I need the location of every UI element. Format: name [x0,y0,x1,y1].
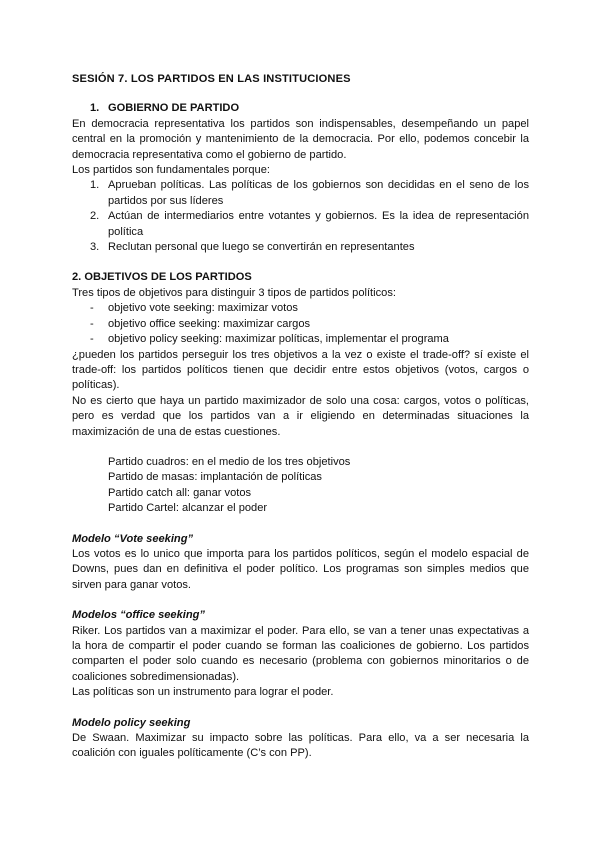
policy-seeking-heading: Modelo policy seeking [72,716,191,729]
section1-heading-text: GOBIERNO DE PARTIDO [108,102,240,115]
list-item [72,301,529,316]
list-item-text: objetivo office seeking: maximizar cargos [108,317,311,330]
list-item [72,332,529,347]
list-item-number: 3. [90,241,100,254]
maximizer-paragraph: No es cierto que haya un partido maximizador de solo una cosa: cargos, votos o políticas, pero es verdad que los partidos van a ir eligiendo en determinadas situaciones la maximización de una de estas cuestiones. [72,394,529,438]
dash-marker: - [90,302,94,315]
section1-intro: En democracia representativa los partidos son indispensables, desempeñando un papel central en la promoción y mantenimiento de la democracia. Por ello, podemos concebir la democracia representativa como el gobierno de partido. [72,117,529,161]
dash-marker: - [90,333,94,346]
section2-heading: 2. OBJETIVOS DE LOS PARTIDOS [72,271,252,284]
list-item-text: objetivo policy seeking: maximizar políticas, implementar el programa [108,333,449,346]
party-type-line: Partido catch all: ganar votos [108,486,252,499]
tradeoff-paragraph: ¿pueden los partidos perseguir los tres objetivos a la vez o existe el trade-off? sí existe el trade-off: los partidos políticos tienen que decidir entre estos objetivos (votos, cargos o políticas). [72,348,529,392]
section2-lead: Tres tipos de objetivos para distinguir 3 tipos de partidos políticos: [72,286,396,299]
section1-number: 1. [90,102,100,115]
party-types-block [72,455,529,517]
objectives-list [72,301,529,347]
list-item-text: Reclutan personal que luego se convertirán en representantes [108,241,415,254]
party-type-line: Partido Cartel: alcanzar el poder [108,502,268,515]
list-item-text: Aprueban políticas. Las políticas de los gobiernos son decididas en el seno de los partidos por sus líderes [108,179,529,207]
list-item-number: 1. [90,179,100,192]
list-item [72,317,529,332]
vote-seeking-heading: Modelo “Vote seeking” [72,532,194,545]
party-type-line: Partido de masas: implantación de políticas [108,471,322,484]
list-item-number: 2. [90,210,100,223]
policy-seeking-text: De Swaan. Maximizar su impacto sobre las políticas. Para ello, va a ser necesaria la coalición con iguales políticamente (C’s con PP). [72,732,529,760]
list-item-text: Actúan de intermediarios entre votantes y gobiernos. Es la idea de representación política [108,210,529,238]
list-item [72,240,529,255]
office-seeking-text: Riker. Los partidos van a maximizar el poder. Para ello, se van a tener unas expectativas a la hora de compartir el poder cuando se forman las coaliciones de gobierno. Los partidos comparten el poder solo cuando es necesario (problema con gobiernos minoritarios o de coaliciones sobredimensionadas). [72,624,529,683]
section1-lead: Los partidos son fundamentales porque: [72,164,270,177]
party-type-line: Partido cuadros: en el medio de los tres objetivos [108,455,351,468]
list-item [72,178,529,209]
office-seeking-heading: Modelos “office seeking” [72,609,205,622]
vote-seeking-text: Los votos es lo unico que importa para los partidos políticos, según el modelo espacial de Downs, pues dan en definitiva el poder político. Los programas son simples medios que sirven para ganar votos. [72,547,529,591]
section1-heading [72,101,529,116]
list-item [72,209,529,240]
document-title: SESIÓN 7. LOS PARTIDOS EN LAS INSTITUCIONES [72,73,351,85]
section1-list [72,178,529,255]
dash-marker: - [90,317,94,330]
office-seeking-text-2: Las políticas son un instrumento para lograr el poder. [72,686,334,699]
list-item-text: objetivo vote seeking: maximizar votos [108,302,298,315]
